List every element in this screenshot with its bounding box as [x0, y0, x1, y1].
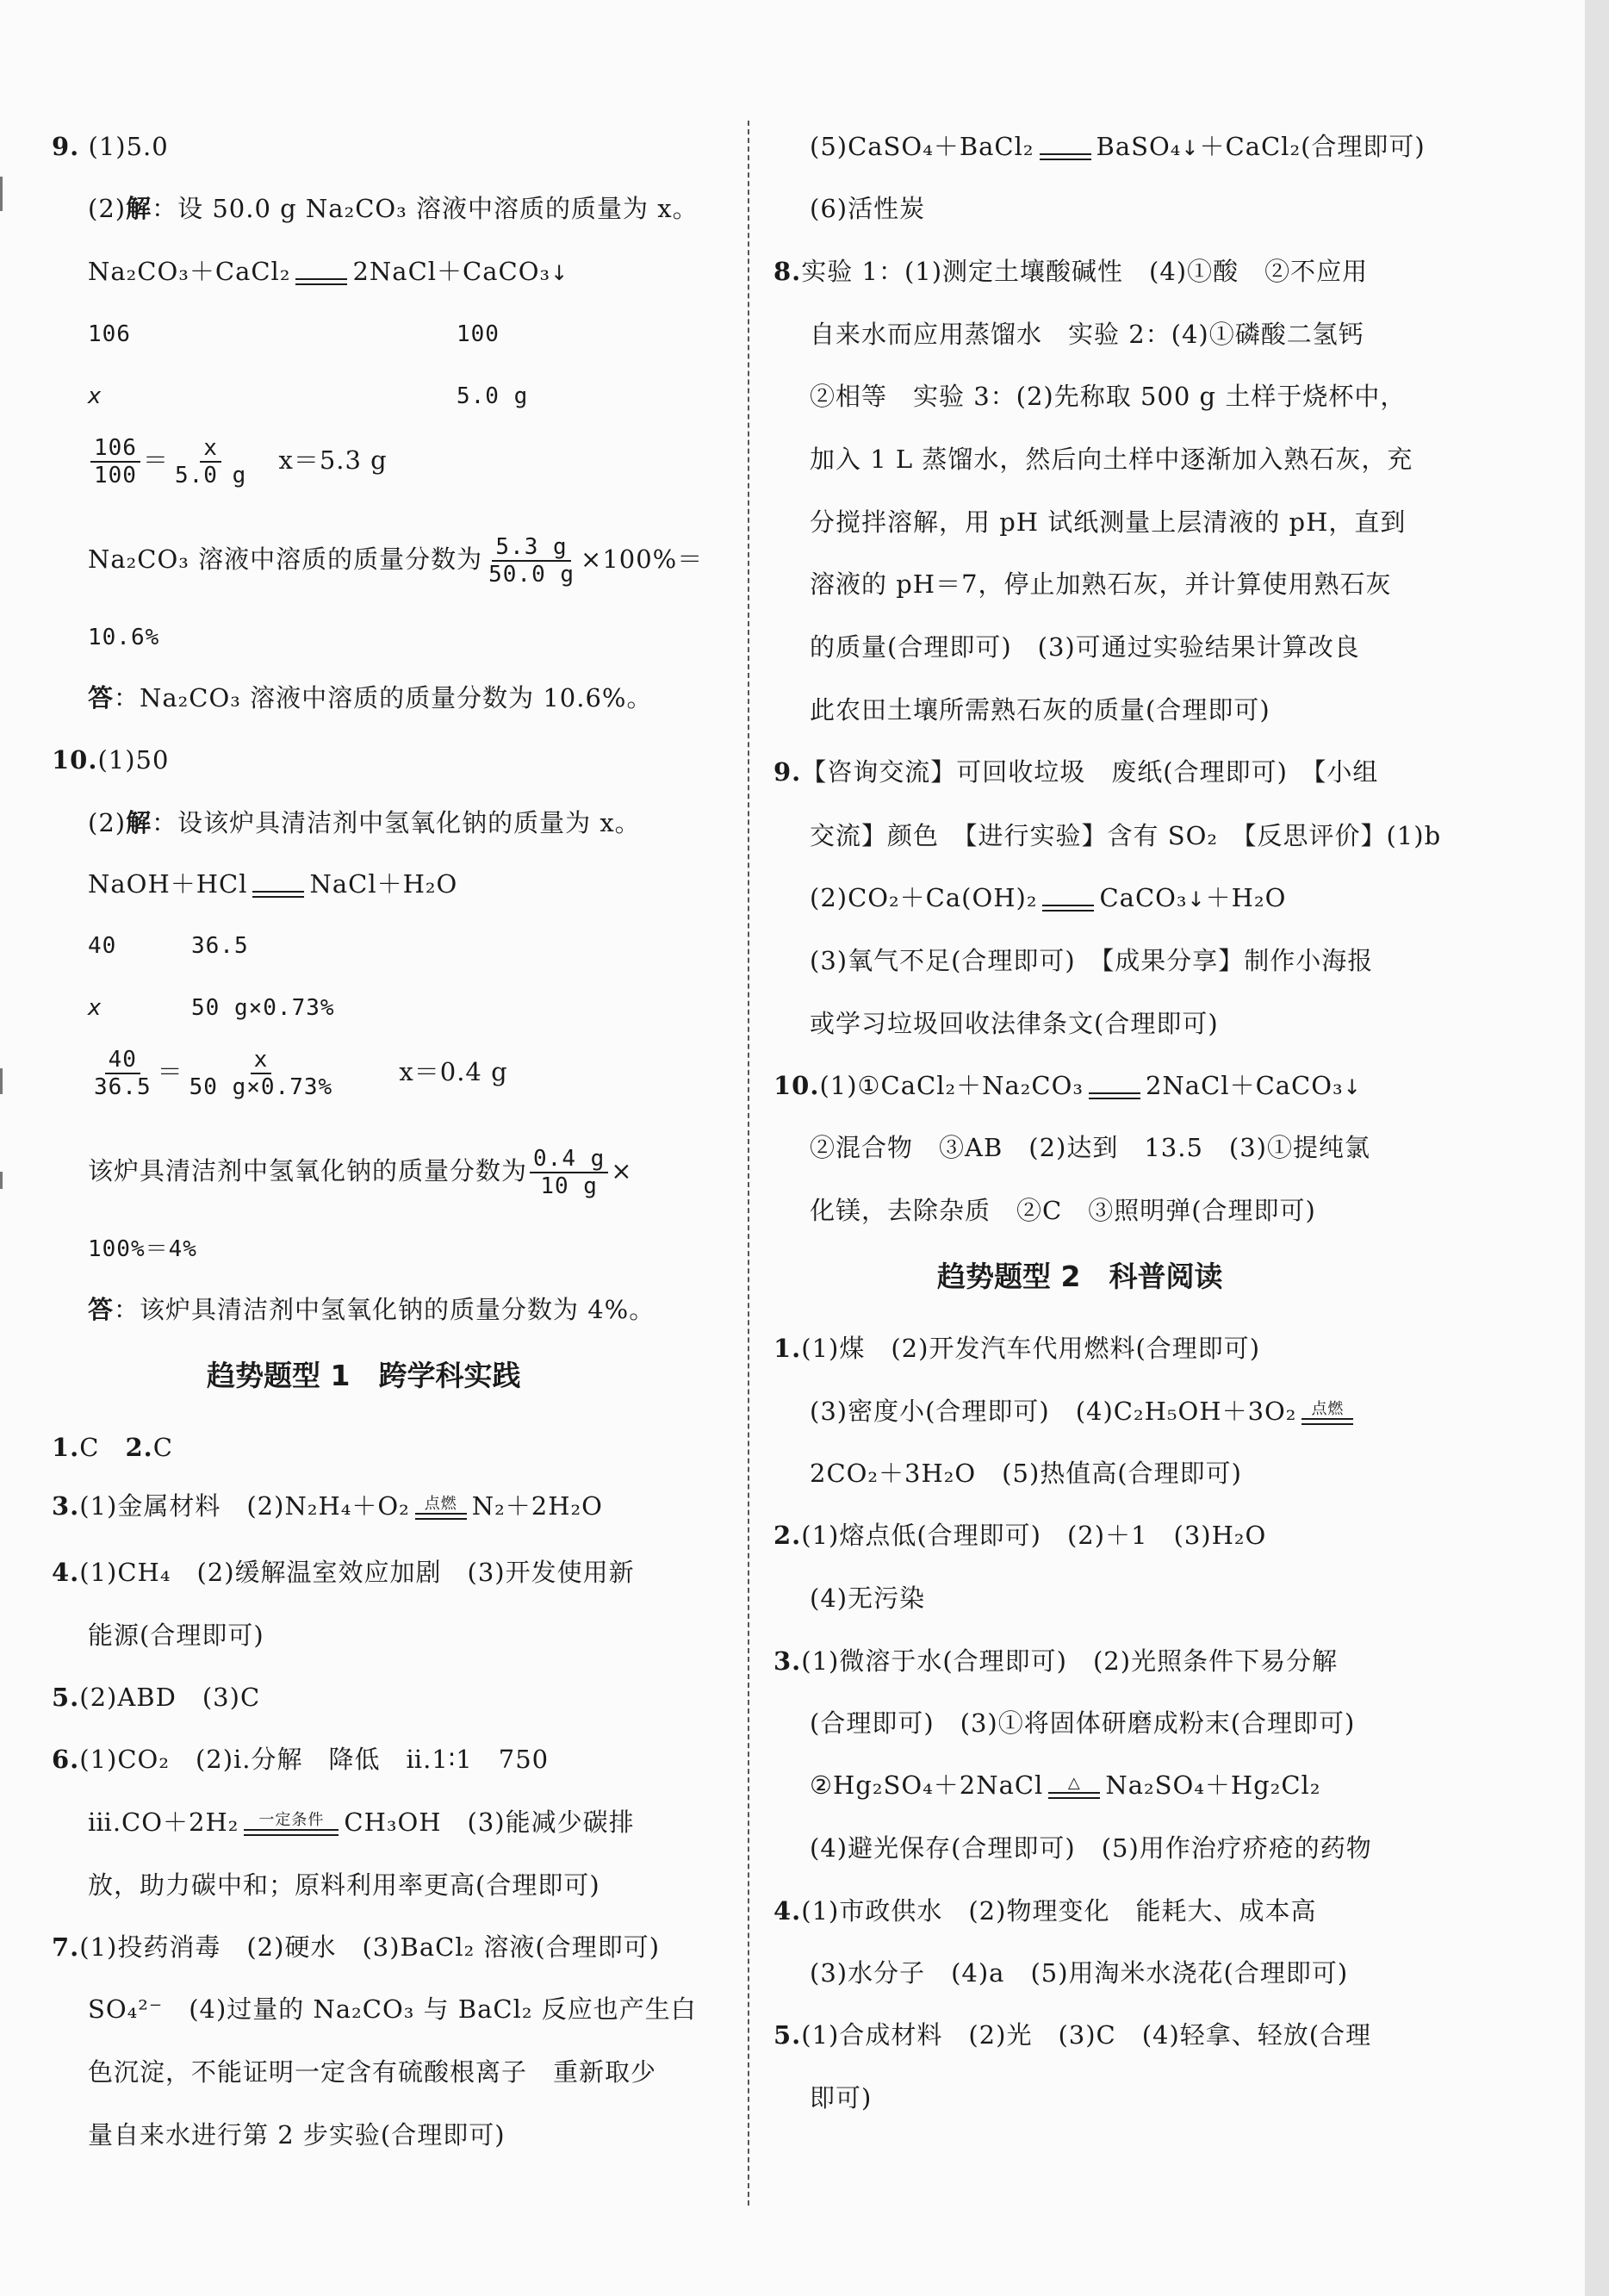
s1-q6-b: ⅲ.CO＋2H₂ 一定条件 CH₃OH (3)能减少碳排 — [88, 1808, 635, 1837]
equals-sign — [1042, 887, 1094, 912]
s1-q1-q2: 1.C 2.C — [52, 1433, 173, 1462]
reaction-condition: 点燃 — [1301, 1401, 1353, 1425]
equals-sign — [252, 874, 304, 898]
q10-part1: 10.(1)50 — [52, 745, 170, 775]
s2-q3-c: ②Hg₂SO₄＋2NaCl △ Na₂SO₄＋Hg₂Cl₂ — [810, 1770, 1321, 1800]
s1-q4-a: 4.(1)CH₄ (2)缓解温室效应加剧 (3)开发使用新 — [52, 1558, 635, 1587]
r-q8-d: 加入 1 L 蒸馏水，然后向土样中逐渐加入熟石灰，充 — [810, 445, 1413, 474]
s2-q2-a: 2.(1)熔点低(合理即可) (2)＋1 (3)H₂O — [773, 1521, 1267, 1550]
s2-q5-b: 即可) — [810, 2083, 873, 2112]
precipitate-arrow-icon: ↓ — [1187, 887, 1206, 912]
scan-edge-mark — [0, 177, 3, 211]
equals-sign — [1040, 136, 1091, 160]
q10-molar-masses: 40 36.5 — [88, 933, 249, 959]
q9-result: 10.6% — [88, 625, 160, 650]
scan-edge-mark — [0, 1068, 3, 1094]
q10-result: 100%＝4% — [88, 1236, 197, 1262]
reaction-condition: 点燃 — [415, 1496, 467, 1520]
scan-edge-mark — [0, 1172, 3, 1189]
precipitate-arrow-icon: ↓ — [1343, 1075, 1362, 1099]
equals-sign — [295, 261, 347, 285]
s1-q7-a: 7.(1)投药消毒 (2)硬水 (3)BaCl₂ 溶液(合理即可) — [52, 1932, 661, 1962]
s1-q7-c: 色沉淀，不能证明一定含有硫酸根离子 重新取少 — [88, 2057, 657, 2087]
s1-q5: 5.(2)ABD (3)C — [52, 1683, 261, 1712]
s2-q2-b: (4)无污染 — [810, 1584, 926, 1613]
reaction-condition: 一定条件 — [244, 1812, 339, 1836]
s1-q6-a: 6.(1)CO₂ (2)ⅰ.分解 降低 ⅱ.1∶1 750 — [52, 1745, 550, 1774]
precipitate-arrow-icon: ↓ — [550, 261, 569, 285]
s1-q6-c: 放，助力碳中和；原料利用率更高(合理即可) — [88, 1870, 600, 1900]
s1-q7-b: SO₄²⁻ (4)过量的 Na₂CO₃ 与 BaCl₂ 反应也产生白 — [88, 1994, 697, 2024]
s2-q3-b: (合理即可) (3)①将固体研磨成粉末(合理即可) — [810, 1708, 1356, 1738]
s2-q3-a: 3.(1)微溶于水(合理即可) (2)光照条件下易分解 — [773, 1646, 1339, 1676]
r-q10-b: ②混合物 ③AB (2)达到 13.5 (3)①提纯氯 — [810, 1133, 1370, 1162]
q9-masses: x 5.0 g — [88, 383, 529, 409]
q9-part2-setup: (2)解：设 50.0 g Na₂CO₃ 溶液中溶质的质量为 x。 — [88, 194, 699, 223]
r-q7-5: (5)CaSO₄＋BaCl₂ BaSO₄↓＋CaCl₂(合理即可) — [810, 132, 1426, 161]
q9-fraction-line: Na₂CO₃ 溶液中溶质的质量分数为 $\frac{5.3 g}{50.0 g}$ ×100%＝ — [88, 534, 704, 588]
s2-q1-c: 2CO₂＋3H₂O (5)热值高(合理即可) — [810, 1459, 1242, 1488]
r-q10-c: 化镁，去除杂质 ②C ③照明弹(合理即可) — [810, 1196, 1316, 1225]
r-q8-c: ②相等 实验 3：(2)先称取 500 g 土样于烧杯中， — [810, 382, 1407, 411]
q10-answer: 答：该炉具清洁剂中氢氧化钠的质量分数为 4%。 — [88, 1295, 655, 1324]
r-q8-g: 的质量(合理即可) (3)可通过实验结果计算改良 — [810, 632, 1360, 662]
q10-equation: NaOH＋HCl NaCl＋H₂O — [88, 869, 458, 899]
q10-part2-setup: (2)解：设该炉具清洁剂中氢氧化钠的质量为 x。 — [88, 808, 641, 837]
r-q9-e: 或学习垃圾回收法律条文(合理即可) — [810, 1009, 1219, 1038]
r-q8-h: 此农田土壤所需熟石灰的质量(合理即可) — [810, 695, 1270, 725]
q9-molar-masses: 106 100 — [88, 321, 500, 347]
q10-masses: x 50 g×0.73% — [88, 995, 335, 1021]
column-divider — [748, 121, 749, 2206]
precipitate-arrow-icon: ↓ — [1181, 136, 1200, 160]
r-q9-c: (2)CO₂＋Ca(OH)₂ CaCO₃↓＋H₂O — [810, 883, 1287, 912]
r-q8-b: 自来水而应用蒸馏水 实验 2：(4)①磷酸二氢钙 — [810, 320, 1364, 349]
q9-part1: 9. (1)5.0 — [52, 132, 169, 161]
s1-q4-b: 能源(合理即可) — [88, 1621, 264, 1650]
heat-condition: △ — [1048, 1775, 1100, 1799]
equals-sign — [1089, 1075, 1140, 1099]
r-q9-d: (3)氧气不足(合理即可) 【成果分享】制作小海报 — [810, 946, 1374, 975]
q9-equation: Na₂CO₃＋CaCl₂ 2NaCl＋CaCO₃↓ — [88, 257, 569, 286]
r-q9-a: 9.【咨询交流】可回收垃圾 废纸(合理即可) 【小组 — [773, 757, 1379, 787]
s2-q3-d: (4)避光保存(合理即可) (5)用作治疗疥疮的药物 — [810, 1833, 1372, 1863]
q10-proportion: $\frac{40}{36.5}$ ＝ $\frac{x}{50 g\times 0.73\%}$ x＝0.4 g — [94, 1047, 508, 1100]
s2-q5-a: 5.(1)合成材料 (2)光 (3)C (4)轻拿、轻放(合理 — [773, 2020, 1372, 2050]
r-q8-e: 分搅拌溶解，用 pH 试纸测量上层清液的 pH，直到 — [810, 507, 1407, 537]
r-q8-a: 8.实验 1：(1)测定土壤酸碱性 (4)①酸 ②不应用 — [773, 257, 1369, 286]
r-q9-b: 交流】颜色 【进行实验】含有 SO₂ 【反思评价】(1)b — [810, 821, 1442, 850]
s2-q4-b: (3)水分子 (4)a (5)用淘米水浇花(合理即可) — [810, 1958, 1349, 1988]
section-title-1: 趋势题型 1 跨学科实践 — [207, 1359, 521, 1392]
s2-q4-a: 4.(1)市政供水 (2)物理变化 能耗大、成本高 — [773, 1896, 1317, 1926]
s1-q3: 3.(1)金属材料 (2)N₂H₄＋O₂ 点燃 N₂＋2H₂O — [52, 1491, 603, 1521]
s1-q7-d: 量自来水进行第 2 步实验(合理即可) — [88, 2120, 506, 2150]
q9-proportion: $\frac{106}{100}$ ＝ $\frac{x}{5.0 g}$ x＝5.3 g — [88, 435, 388, 488]
q9-answer: 答：Na₂CO₃ 溶液中溶质的质量分数为 10.6%。 — [88, 683, 653, 712]
s2-q1-a: 1.(1)煤 (2)开发汽车代用燃料(合理即可) — [773, 1334, 1261, 1363]
r-q10-a: 10.(1)①CaCl₂＋Na₂CO₃ 2NaCl＋CaCO₃↓ — [773, 1071, 1362, 1100]
scan-margin — [1585, 0, 1609, 2296]
q10-fraction-line: 该炉具清洁剂中氢氧化钠的质量分数为 $\frac{0.4 g}{10 g}$ × — [88, 1146, 633, 1199]
s2-q1-b: (3)密度小(合理即可) (4)C₂H₅OH＋3O₂ 点燃 — [810, 1394, 1358, 1428]
section-title-2: 趋势题型 2 科普阅读 — [937, 1260, 1223, 1293]
r-q7-6: (6)活性炭 — [810, 194, 926, 223]
r-q8-f: 溶液的 pH＝7，停止加熟石灰，并计算使用熟石灰 — [810, 569, 1392, 599]
